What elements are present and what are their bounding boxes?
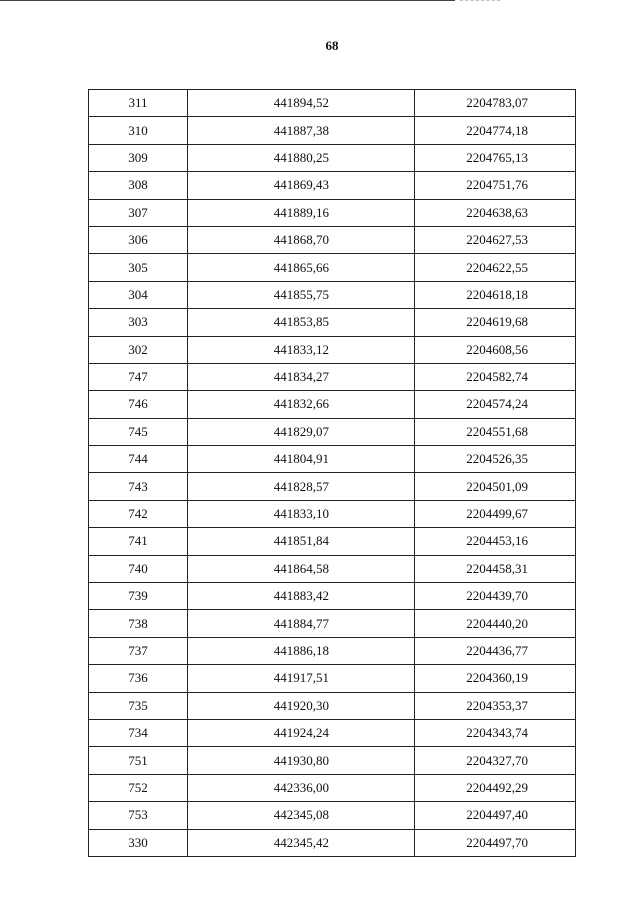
table-row [89, 446, 576, 473]
y-coordinate-cell: 2204638,63 [415, 199, 576, 226]
x-coordinate-cell: 441855,75 [188, 281, 415, 308]
x-coordinate-cell: 441924,24 [188, 719, 415, 746]
x-coordinate-cell: 442345,42 [188, 829, 415, 856]
y-coordinate-cell: 2204353,37 [415, 692, 576, 719]
x-coordinate-cell: 441851,84 [188, 528, 415, 555]
table-row [89, 117, 576, 144]
point-number-cell: 744 [89, 446, 188, 473]
x-coordinate-cell: 441887,38 [188, 117, 415, 144]
y-coordinate-cell: 2204618,18 [415, 281, 576, 308]
table-row [89, 610, 576, 637]
point-number-cell: 752 [89, 774, 188, 801]
coordinates-table [88, 89, 576, 857]
x-coordinate-cell: 441833,12 [188, 336, 415, 363]
x-coordinate-cell: 441884,77 [188, 610, 415, 637]
table-row [89, 199, 576, 226]
table-row [89, 144, 576, 171]
x-coordinate-cell: 441889,16 [188, 199, 415, 226]
y-coordinate-cell: 2204327,70 [415, 747, 576, 774]
point-number-cell: 747 [89, 363, 188, 390]
y-coordinate-cell: 2204497,40 [415, 802, 576, 829]
point-number-cell: 746 [89, 391, 188, 418]
page-number: 68 [325, 38, 339, 53]
point-number-cell: 742 [89, 500, 188, 527]
table-row [89, 774, 576, 801]
point-number-cell: 743 [89, 473, 188, 500]
point-number-cell: 308 [89, 172, 188, 199]
table-row [89, 281, 576, 308]
table-row [89, 555, 576, 582]
table-row [89, 473, 576, 500]
table-row [89, 583, 576, 610]
point-number-cell: 737 [89, 637, 188, 664]
table-row [89, 363, 576, 390]
point-number-cell: 307 [89, 199, 188, 226]
x-coordinate-cell: 441865,66 [188, 254, 415, 281]
y-coordinate-cell: 2204551,68 [415, 418, 576, 445]
coordinates-table-body [89, 90, 576, 857]
table-row [89, 528, 576, 555]
y-coordinate-cell: 2204499,67 [415, 500, 576, 527]
y-coordinate-cell: 2204360,19 [415, 665, 576, 692]
top-rule [0, 0, 455, 1]
table-row [89, 391, 576, 418]
y-coordinate-cell: 2204627,53 [415, 226, 576, 253]
point-number-cell: 734 [89, 719, 188, 746]
point-number-cell: 305 [89, 254, 188, 281]
point-number-cell: 306 [89, 226, 188, 253]
table-row [89, 90, 576, 117]
x-coordinate-cell: 441832,66 [188, 391, 415, 418]
table-row [89, 692, 576, 719]
point-number-cell: 740 [89, 555, 188, 582]
x-coordinate-cell: 441930,80 [188, 747, 415, 774]
point-number-cell: 745 [89, 418, 188, 445]
y-coordinate-cell: 2204751,76 [415, 172, 576, 199]
table-row [89, 665, 576, 692]
y-coordinate-cell: 2204619,68 [415, 309, 576, 336]
x-coordinate-cell: 441894,52 [188, 90, 415, 117]
point-number-cell: 330 [89, 829, 188, 856]
table-row [89, 747, 576, 774]
y-coordinate-cell: 2204526,35 [415, 446, 576, 473]
x-coordinate-cell: 441829,07 [188, 418, 415, 445]
table-row [89, 418, 576, 445]
x-coordinate-cell: 441920,30 [188, 692, 415, 719]
y-coordinate-cell: 2204343,74 [415, 719, 576, 746]
table-row [89, 500, 576, 527]
x-coordinate-cell: 441833,10 [188, 500, 415, 527]
y-coordinate-cell: 2204574,24 [415, 391, 576, 418]
y-coordinate-cell: 2204492,29 [415, 774, 576, 801]
x-coordinate-cell: 441828,57 [188, 473, 415, 500]
x-coordinate-cell: 441868,70 [188, 226, 415, 253]
x-coordinate-cell: 441917,51 [188, 665, 415, 692]
table-row [89, 829, 576, 856]
y-coordinate-cell: 2204608,56 [415, 336, 576, 363]
table-row [89, 226, 576, 253]
x-coordinate-cell: 441834,27 [188, 363, 415, 390]
point-number-cell: 736 [89, 665, 188, 692]
point-number-cell: 311 [89, 90, 188, 117]
y-coordinate-cell: 2204453,16 [415, 528, 576, 555]
x-coordinate-cell: 441804,91 [188, 446, 415, 473]
table-row [89, 637, 576, 664]
table-row [89, 254, 576, 281]
table-row [89, 802, 576, 829]
y-coordinate-cell: 2204622,55 [415, 254, 576, 281]
point-number-cell: 735 [89, 692, 188, 719]
x-coordinate-cell: 441869,43 [188, 172, 415, 199]
point-number-cell: 741 [89, 528, 188, 555]
x-coordinate-cell: 441853,85 [188, 309, 415, 336]
point-number-cell: 309 [89, 144, 188, 171]
y-coordinate-cell: 2204582,74 [415, 363, 576, 390]
table-row [89, 309, 576, 336]
x-coordinate-cell: 441864,58 [188, 555, 415, 582]
point-number-cell: 303 [89, 309, 188, 336]
x-coordinate-cell: 441880,25 [188, 144, 415, 171]
y-coordinate-cell: 2204765,13 [415, 144, 576, 171]
table-row [89, 172, 576, 199]
point-number-cell: 310 [89, 117, 188, 144]
point-number-cell: 302 [89, 336, 188, 363]
table-row [89, 336, 576, 363]
x-coordinate-cell: 442345,08 [188, 802, 415, 829]
x-coordinate-cell: 441883,42 [188, 583, 415, 610]
y-coordinate-cell: 2204774,18 [415, 117, 576, 144]
y-coordinate-cell: 2204440,20 [415, 610, 576, 637]
y-coordinate-cell: 2204458,31 [415, 555, 576, 582]
point-number-cell: 304 [89, 281, 188, 308]
point-number-cell: 753 [89, 802, 188, 829]
y-coordinate-cell: 2204436,77 [415, 637, 576, 664]
y-coordinate-cell: 2204497,70 [415, 829, 576, 856]
x-coordinate-cell: 442336,00 [188, 774, 415, 801]
y-coordinate-cell: 2204439,70 [415, 583, 576, 610]
y-coordinate-cell: 2204501,09 [415, 473, 576, 500]
y-coordinate-cell: 2204783,07 [415, 90, 576, 117]
point-number-cell: 739 [89, 583, 188, 610]
point-number-cell: 738 [89, 610, 188, 637]
table-row [89, 719, 576, 746]
x-coordinate-cell: 441886,18 [188, 637, 415, 664]
point-number-cell: 751 [89, 747, 188, 774]
top-rule-faint [460, 0, 500, 1]
